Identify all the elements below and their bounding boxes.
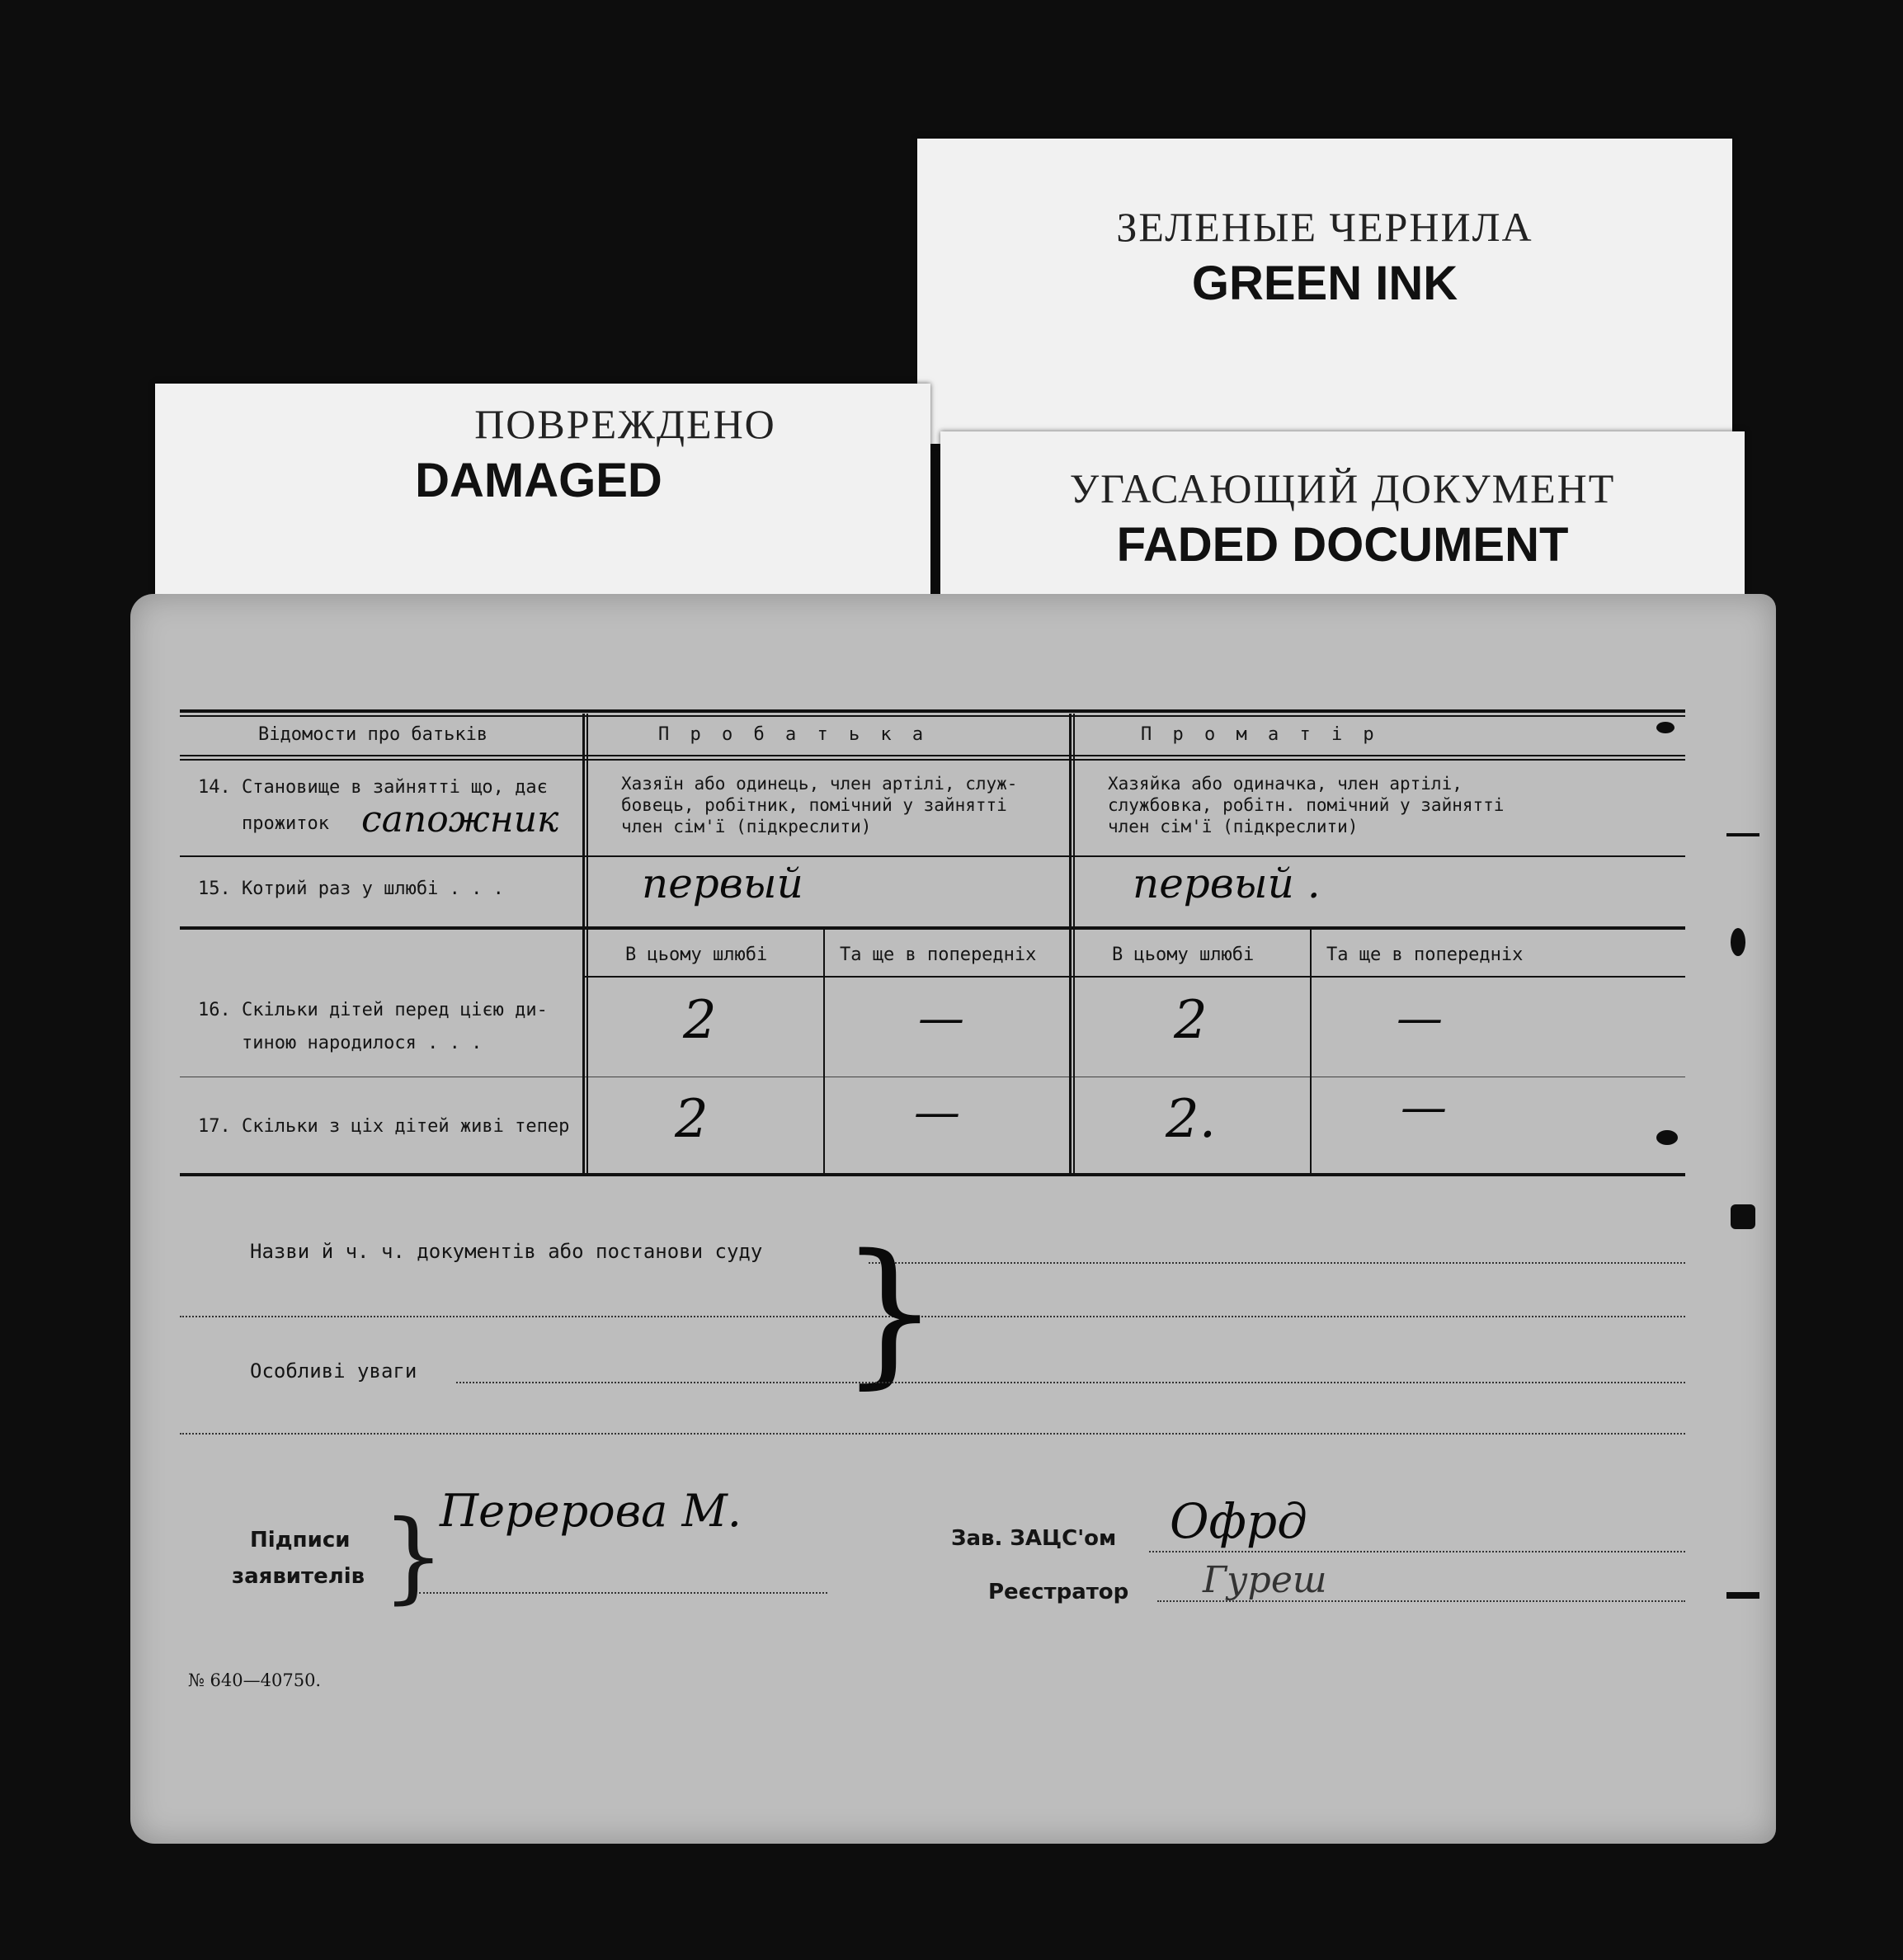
row16-father-prev: — (918, 992, 964, 1045)
table-rule (180, 759, 1685, 761)
binder-hole (1731, 1204, 1755, 1229)
applicant-signature-line (419, 1592, 827, 1594)
row14-mother-line2: службовка, робітн. помічний у зайнятті (1108, 795, 1505, 815)
row17-label: 17. Скільки з ціх дітей живі тепер (198, 1116, 570, 1137)
row15-label: 15. Котрий раз у шлюбі . . . (198, 879, 504, 899)
table-top-rule (180, 709, 1685, 713)
row16-father-this: 2 (683, 990, 717, 1051)
table-col-divider (823, 928, 825, 1176)
documents-field-label: Назви й ч. ч. документів або постанови суду (250, 1240, 763, 1263)
row14-occupation-handwriting: сапожник (361, 799, 559, 841)
table-rule (584, 976, 1685, 978)
subheader-mother-this: В цьому шлюбі (1112, 945, 1255, 965)
row17-mother-prev: — (1401, 1081, 1447, 1134)
registrar-signature-handwriting: Гуреш (1203, 1559, 1327, 1601)
documents-field-line (869, 1262, 1685, 1264)
form-number: № 640—40750. (188, 1670, 322, 1690)
remarks-field-line (456, 1382, 1685, 1383)
row17-mother-this: 2. (1166, 1089, 1217, 1150)
table-rule (180, 926, 1685, 930)
table-rule (180, 755, 1685, 756)
applicant-signature-handwriting: Перерова М. (440, 1485, 742, 1537)
row14-label-line1: 14. Становище в зайнятті що, дає (198, 777, 548, 798)
damaged-label-ru: ПОВРЕЖДЕНО (474, 401, 776, 447)
row17-father-this: 2 (675, 1089, 709, 1150)
remarks-field-line-2 (180, 1433, 1685, 1435)
damaged-label-card (155, 384, 930, 606)
faded-label-card (940, 431, 1745, 613)
damaged-label-en: DAMAGED (415, 454, 662, 507)
faded-label-en: FADED DOCUMENT (1116, 518, 1569, 572)
head-zags-signature-handwriting: Офрд (1170, 1493, 1307, 1549)
remarks-field-label: Особливі уваги (250, 1359, 417, 1383)
applicants-signature-label-1: Підписи (250, 1528, 351, 1552)
header-parents-info: Відомости про батьків (258, 724, 488, 745)
registration-form-sheet (130, 594, 1776, 1844)
green-ink-label-ru: ЗЕЛЕНЫЕ ЧЕРНИЛА (1116, 204, 1533, 250)
row14-mother-line1: Хазяйка або одиначка, член артілі, (1108, 774, 1463, 794)
applicants-signature-label-2: заявителів (232, 1564, 365, 1589)
applicants-brace: } (382, 1500, 445, 1614)
subheader-father-prev: Та ще в попередніх (840, 945, 1037, 965)
table-col-divider (1069, 714, 1072, 1176)
registrar-label: Реєстратор (988, 1580, 1129, 1604)
header-about-father: П р о б а т ь к а (658, 724, 929, 745)
row14-father-line3: член сім'ї (підкреслити) (621, 817, 872, 836)
row14-mother-line3: член сім'ї (підкреслити) (1108, 817, 1359, 836)
binder-hole (1656, 1130, 1678, 1145)
faded-label-ru: УГАСАЮЩИЙ ДОКУМЕНТ (1069, 465, 1616, 511)
row14-father-line2: бовець, робітник, помічний у зайнятті (621, 795, 1007, 815)
subheader-mother-prev: Та ще в попередніх (1326, 945, 1524, 965)
row14-label-line2: прожиток (242, 813, 329, 834)
binder-hole (1726, 833, 1759, 836)
table-col-divider (1073, 714, 1075, 1176)
head-zags-label: Зав. ЗАЦС'ом (951, 1526, 1117, 1551)
table-bottom-rule (180, 1173, 1685, 1176)
row15-mother-handwriting: первый . (1133, 860, 1321, 907)
binder-hole (1726, 1592, 1759, 1599)
table-col-divider (1310, 928, 1312, 1176)
binder-hole (1731, 928, 1745, 956)
registrar-signature-line (1157, 1600, 1685, 1602)
binder-hole (1656, 722, 1675, 733)
row17-father-prev: — (914, 1086, 960, 1139)
table-rule (180, 715, 1685, 717)
row16-label-line1: 16. Скільки дітей перед цією ди- (198, 1000, 548, 1020)
table-col-divider (586, 714, 588, 1176)
documents-brace-mark: } (840, 1221, 940, 1403)
green-ink-label-card (917, 139, 1732, 444)
row15-father-handwriting: первый (642, 860, 803, 907)
row16-label-line2: тиною народилося . . . (242, 1033, 483, 1053)
green-ink-label-en: GREEN INK (1191, 257, 1458, 310)
table-rule (180, 855, 1685, 857)
subheader-father-this: В цьому шлюбі (625, 945, 768, 965)
row16-mother-this: 2 (1174, 990, 1208, 1051)
table-col-divider (582, 714, 585, 1176)
head-zags-signature-line (1149, 1551, 1685, 1552)
row14-father-line1: Хазяїн або одинець, член артілі, служ- (621, 774, 1018, 794)
header-about-mother: П р о м а т і р (1141, 724, 1379, 745)
row16-mother-prev: — (1397, 992, 1443, 1045)
